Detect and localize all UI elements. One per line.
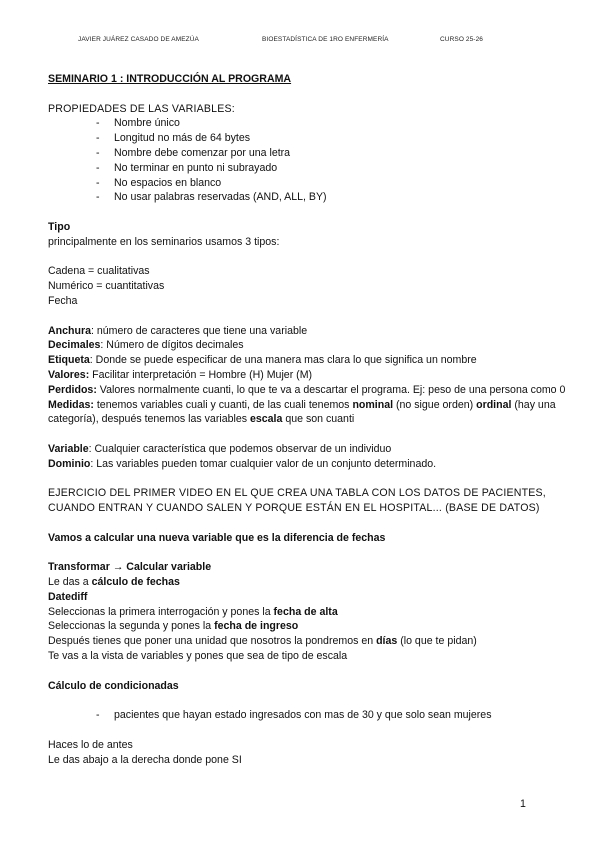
tipo-numerico: Numérico = cuantitativas [48,280,165,293]
list-item: - Nombre único [96,117,180,130]
step-select-second: Seleccionas la segunda y pones la fecha de ingreso [48,620,299,633]
document-body [48,72,568,767]
def-perdidos: Perdidos: Valores normalmente cuanti, lo que te va a descartar el programa. Ej: peso de una persona como 0 [48,383,566,396]
header-course: CURSO 25-26 [440,36,484,43]
def-decimales: Decimales: Número de dígitos decimales [48,339,244,352]
new-variable-heading: Vamos a calcular una nueva variable que es la diferencia de fechas [48,531,386,544]
list-item: - No espacios en blanco [96,176,222,189]
conditional-list [48,708,568,723]
conditional-heading: Cálculo de condicionadas [48,679,179,692]
def-etiqueta: Etiqueta: Donde se puede especificar de una manera mas clara lo que significa un nombre [48,354,477,367]
tipo-heading: Tipo [48,220,71,233]
concept-variable: Variable: Cualquier característica que podemos observar de un individuo [48,442,392,455]
def-valores: Valores: Facilitar interpretación = Hombre (H) Mujer (M) [48,368,313,381]
conditional-line-1: Haces lo de antes [48,738,133,751]
tipo-cadena: Cadena = cualitativas [48,265,150,278]
def-medidas: Medidas: tenemos variables cuali y cuanti, de las cuali tenemos nominal (no sigue orden) ordinal (hay una categoría), después tenemos las variables escala que son cuanti [48,398,556,426]
list-item: - No usar palabras reservadas (AND, ALL, BY) [96,191,327,204]
step-unit: Después tienes que poner una unidad que nosotros la pondremos en días (lo que te pidan) [48,635,477,648]
properties-list [48,116,568,205]
document-title: SEMINARIO 1 : INTRODUCCIÓN AL PROGRAMA [48,73,292,85]
list-item: - Nombre debe comenzar por una letra [96,146,291,159]
step-datediff: Datediff [48,590,88,603]
tipo-intro: principalmente en los seminarios usamos 3 tipos: [48,235,280,248]
def-anchura: Anchura: número de caracteres que tiene una variable [48,324,308,337]
step-select-first: Seleccionas la primera interrogación y pones la fecha de alta [48,605,338,618]
header-subject: BIOESTADÍSTICA DE 1RO ENFERMERÍA [262,36,389,43]
page-number: 1 [520,798,526,810]
list-item: - pacientes que hayan estado ingresados con mas de 30 y que solo sean mujeres [96,709,492,722]
conditional-line-2: Le das abajo a la derecha donde pone SI [48,753,242,766]
list-item: - Longitud no más de 64 bytes [96,132,251,145]
exercise-text: EJERCICIO DEL PRIMER VIDEO EN EL QUE CREA UNA TABLA CON LOS DATOS DE PACIENTES, CUANDO ENTRAN Y CUANDO SALEN Y PORQUE ESTÁN EN EL HOSPITAL... (BASE DE DATOS) [48,487,546,515]
list-item: - No terminar en punto ni subrayado [96,161,278,174]
tipo-fecha: Fecha [48,294,78,307]
concept-dominio: Dominio: Las variables pueden tomar cualquier valor de un conjunto determinado. [48,457,437,470]
step-transform: Transformar → Calcular variable [48,561,212,574]
properties-heading: PROPIEDADES DE LAS VARIABLES: [48,102,235,115]
step-vista: Te vas a la vista de variables y pones que sea de tipo de escala [48,650,348,663]
header-author: JAVIER JUÁREZ CASADO DE AMEZÚA [78,36,199,43]
step-le-das: Le das a cálculo de fechas [48,576,180,589]
